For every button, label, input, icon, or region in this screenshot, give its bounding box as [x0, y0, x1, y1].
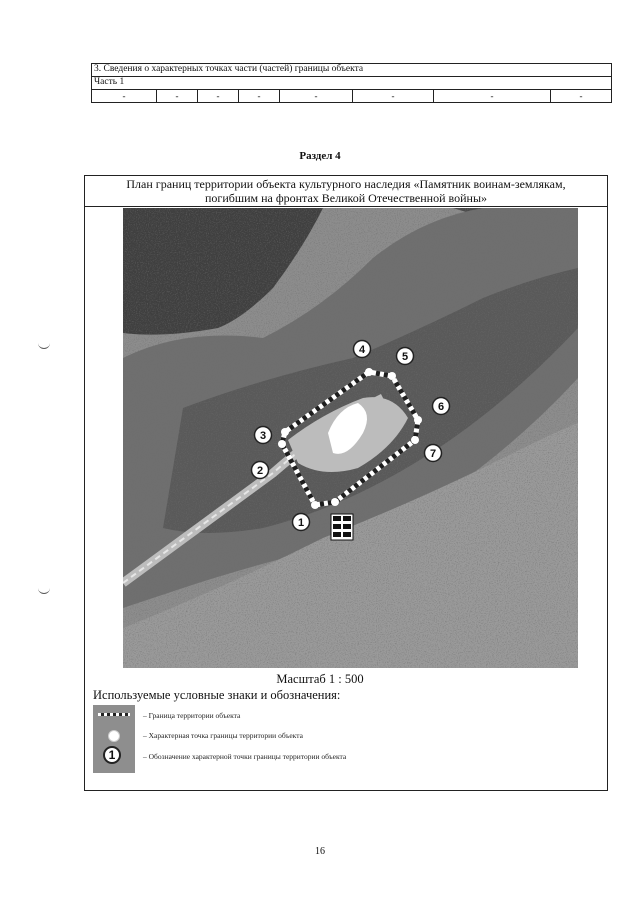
- margin-mark: [38, 343, 50, 349]
- legend-boundary-symbol: [98, 713, 130, 716]
- table-cell: -: [239, 90, 280, 103]
- legend-point-symbol: [108, 730, 120, 742]
- boundary-vertex: [388, 372, 396, 380]
- margin-mark: [38, 588, 50, 594]
- grid-marker: [331, 514, 353, 540]
- legend-item-point: – Характерная точка границы территории объекта: [143, 731, 303, 740]
- boundary-vertex: [411, 436, 419, 444]
- map-graphic: [123, 208, 578, 668]
- plan-title-line2: погибшим на фронтах Великой Отечественной войны»: [204, 191, 488, 205]
- points-table: [91, 63, 612, 103]
- table-part-label: Часть 1: [92, 77, 612, 90]
- point-label-7: 7: [429, 448, 437, 460]
- title-divider: [84, 206, 608, 207]
- point-label-5: 5: [401, 351, 409, 363]
- boundary-vertex: [281, 428, 289, 436]
- legend-title: Используемые условные знаки и обозначения:: [93, 688, 341, 702]
- legend-number-symbol: 1: [103, 746, 121, 764]
- table-cell: -: [551, 90, 612, 103]
- section-title: Раздел 4: [299, 150, 341, 162]
- boundary-vertex: [414, 416, 422, 424]
- table-caption: 3. Сведения о характерных точках части (частей) границы объекта: [92, 64, 612, 77]
- boundary-vertex: [278, 440, 286, 448]
- boundary-vertex: [311, 501, 319, 509]
- plan-title-line1: План границ территории объекта культурного наследия «Памятник воинам-землякам,: [126, 177, 566, 191]
- table-cell: -: [280, 90, 353, 103]
- point-label-4: 4: [358, 344, 366, 356]
- boundary-vertex: [331, 498, 339, 506]
- boundary-vertex: [365, 368, 373, 376]
- plan-title: [84, 177, 608, 205]
- point-label-1: 1: [297, 517, 305, 529]
- legend-item-boundary: – Граница территории объекта: [143, 711, 241, 720]
- point-label-6: 6: [437, 401, 445, 413]
- point-label-2: 2: [256, 465, 264, 477]
- table-cell: -: [353, 90, 434, 103]
- boundary-map: [123, 208, 578, 668]
- page-number: 16: [315, 846, 325, 857]
- table-cell: -: [198, 90, 239, 103]
- map-scale: Масштаб 1 : 500: [276, 672, 364, 686]
- point-label-3: 3: [259, 430, 267, 442]
- legend-item-number: – Обозначение характерной точки границы территории объекта: [143, 752, 347, 761]
- table-cell: -: [157, 90, 198, 103]
- table-cell: -: [434, 90, 551, 103]
- table-cell: -: [92, 90, 157, 103]
